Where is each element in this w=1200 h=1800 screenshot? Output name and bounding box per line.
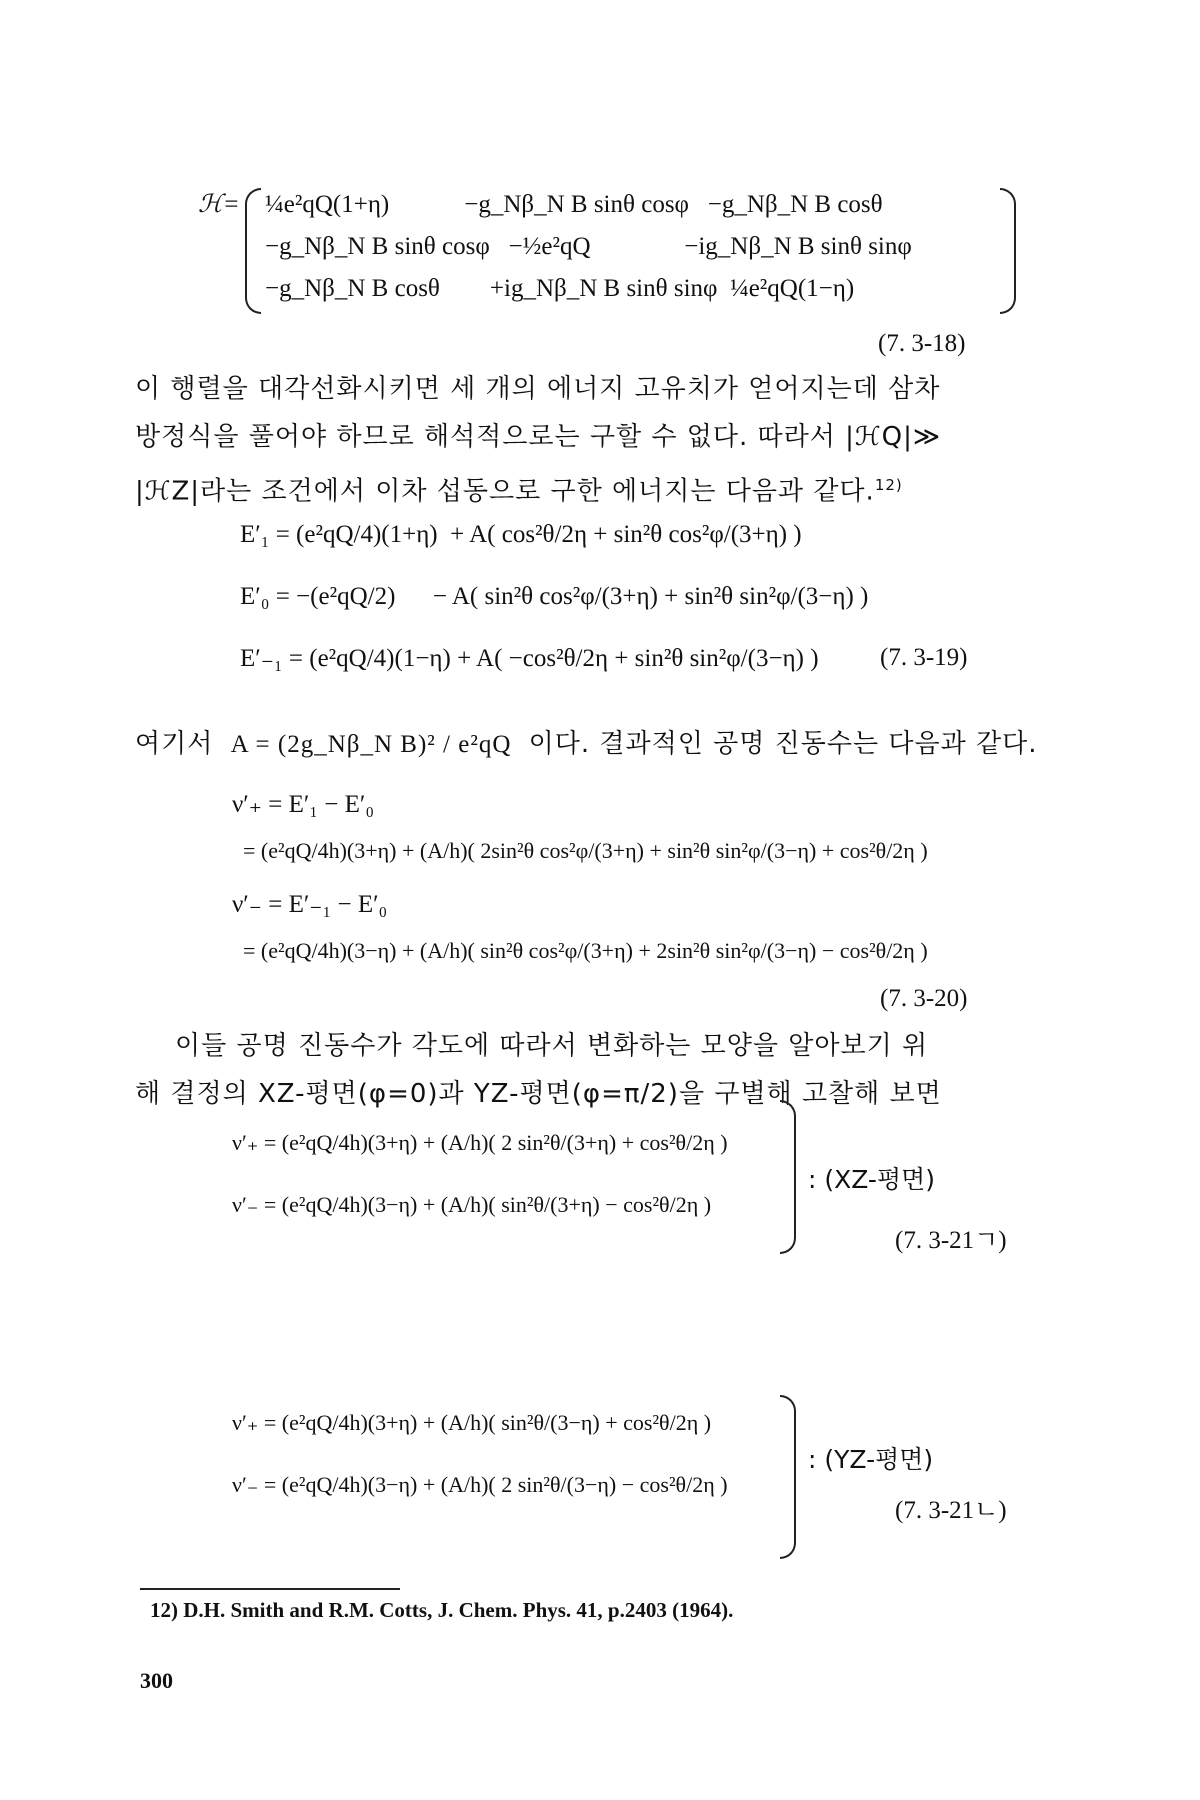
footnote: 12) D.H. Smith and R.M. Cotts, J. Chem. Phys. 41, p.2403 (1964). (150, 1598, 734, 1622)
matrix-left-bracket (245, 188, 261, 314)
equation-7-3-21a (0, 1130, 1200, 1220)
matrix-row-3: −g_Nβ_N B cosθ +ig_Nβ_N B sinθ sinφ ¼e²qQ(1−η) (265, 275, 855, 302)
paragraph-1-line-2: 방정식을 풀어야 하므로 해석적으로는 구할 수 없다. 따라서 |ℋQ|≫ (135, 422, 942, 452)
nu-plus-definition: ν′₊ = E′₁ − E′₀ (232, 791, 375, 818)
paragraph-2-line (135, 720, 1038, 769)
equation-7-3-20 (0, 790, 1200, 963)
equation-7-3-21b (0, 1410, 1200, 1500)
paragraph-3 (135, 1022, 1035, 1118)
matrix-row-1: ¼e²qQ(1+η) −g_Nβ_N B sinθ cosφ −g_Nβ_N B cosθ (265, 191, 883, 218)
xz-plane-label: : (XZ-평면) (808, 1165, 936, 1194)
paragraph-2-prefix: 여기서 (135, 729, 214, 759)
hamiltonian-symbol: ℋ= (198, 191, 240, 218)
yz-brace (780, 1395, 796, 1559)
page-number: 300 (140, 1668, 173, 1693)
energy-e0: E′₀ = −(e²qQ/2) − A( sin²θ cos²φ/(3+η) + sin²θ sin²φ/(3−η) ) (240, 583, 869, 610)
paragraph-2 (135, 720, 1038, 769)
yz-plane-label: : (YZ-평면) (808, 1445, 934, 1474)
nu-plus-expression: = (e²qQ/4h)(3+η) + (A/h)( 2sin²θ cos²φ/(3+η) + sin²θ sin²φ/(3−η) + cos²θ/2η ) (232, 838, 928, 863)
nu-minus-expression: = (e²qQ/4h)(3−η) + (A/h)( sin²θ cos²φ/(3+η) + 2sin²θ sin²φ/(3−η) − cos²θ/2η ) (232, 938, 928, 963)
energy-e1: E′₁ = (e²qQ/4)(1+η) + A( cos²θ/2η + sin²θ cos²φ/(3+η) ) (240, 521, 802, 548)
matrix-right-bracket (1000, 188, 1016, 314)
matrix-row-2: −g_Nβ_N B sinθ cosφ −½e²qQ −ig_Nβ_N B sinθ sinφ (265, 233, 912, 260)
nu-minus-definition: ν′₋ = E′₋₁ − E′₀ (232, 891, 388, 918)
yz-nu-minus: ν′₋ = (e²qQ/4h)(3−η) + (A/h)( 2 sin²θ/(3−η) − cos²θ/2η ) (232, 1472, 728, 1497)
paragraph-2-suffix: 이다. 결과적인 공명 진동수는 다음과 같다. (528, 729, 1038, 759)
paragraph-1-line-3-wrap (135, 461, 1035, 516)
equation-label-7-3-19: (7. 3-19) (880, 644, 968, 671)
xz-brace (780, 1100, 796, 1254)
paragraph-3-line-1: 이들 공명 진동수가 각도에 따라서 변화하는 모양을 알아보기 위 (175, 1031, 929, 1061)
equation-label-7-3-21a: (7. 3-21ㄱ) (895, 1227, 1007, 1254)
equation-label-7-3-18: (7. 3-18) (878, 330, 966, 357)
paragraph-1-line-1: 이 행렬을 대각선화시키면 세 개의 에너지 고유치가 얻어지는데 삼차 (135, 374, 941, 404)
footnote-reference: 12) (874, 476, 903, 494)
yz-nu-plus: ν′₊ = (e²qQ/4h)(3+η) + (A/h)( sin²θ/(3−η) + cos²θ/2η ) (232, 1410, 712, 1435)
energy-e-minus1: E′₋₁ = (e²qQ/4)(1−η) + A( −cos²θ/2η + sin²θ sin²φ/(3−η) ) (240, 645, 819, 672)
paragraph-1 (135, 365, 1035, 516)
constant-a-formula: A = (2g_Nβ_N B)² / e²qQ (230, 731, 512, 758)
paragraph-3-line-2: 해 결정의 XZ-평면(φ=0)과 YZ-평면(φ=π/2)을 구별해 고찰해 보면 (135, 1079, 942, 1109)
xz-nu-plus: ν′₊ = (e²qQ/4h)(3+η) + (A/h)( 2 sin²θ/(3+η) + cos²θ/2η ) (232, 1130, 728, 1155)
footnote-rule (140, 1588, 400, 1590)
equation-label-7-3-21b: (7. 3-21ㄴ) (895, 1497, 1007, 1524)
equation-label-7-3-20: (7. 3-20) (880, 985, 968, 1012)
xz-nu-minus: ν′₋ = (e²qQ/4h)(3−η) + (A/h)( sin²θ/(3+η) − cos²θ/2η ) (232, 1192, 712, 1217)
paragraph-1-line-3: |ℋZ|라는 조건에서 이차 섭동으로 구한 에너지는 다음과 같다. (135, 476, 875, 507)
